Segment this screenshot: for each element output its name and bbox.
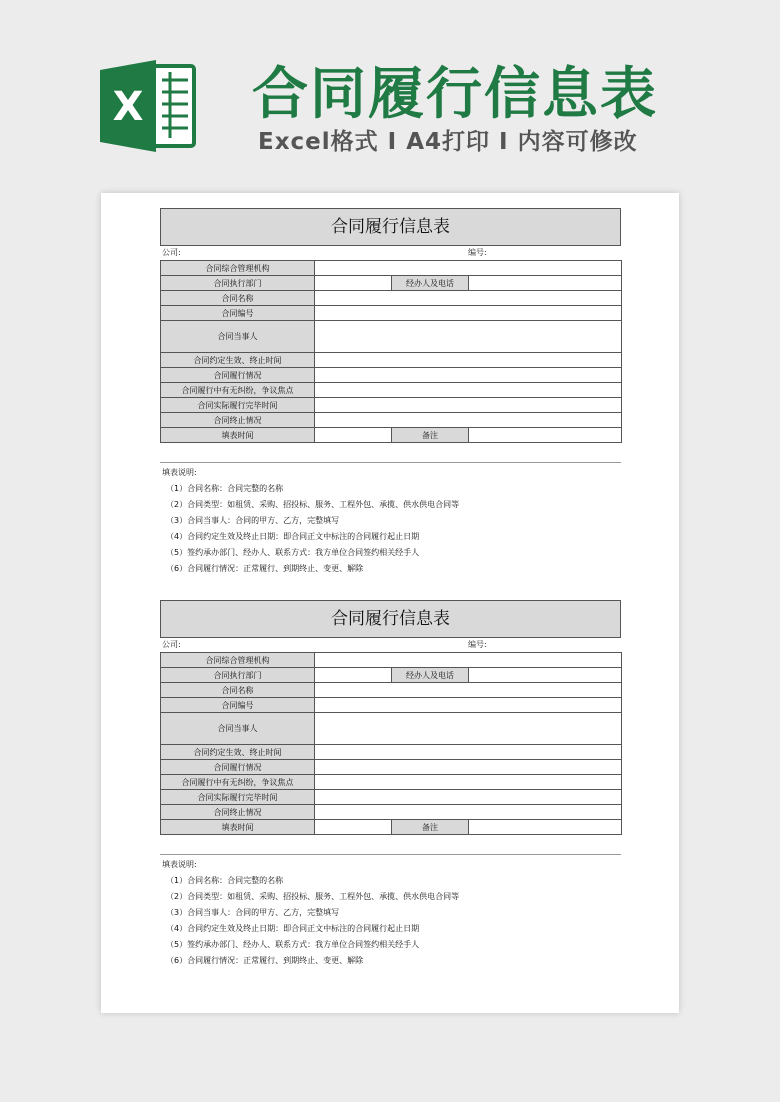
row-label: 合同当事人 bbox=[161, 713, 315, 745]
row-label: 合同约定生效、终止时间 bbox=[161, 745, 315, 760]
table-row bbox=[161, 698, 622, 713]
note-item: （5）签约承办部门、经办人、联系方式：我方单位合同签约相关经手人 bbox=[166, 548, 420, 557]
table-row bbox=[161, 653, 622, 668]
company-label: 公司: bbox=[162, 248, 181, 257]
note-item: （6）合同履行情况：正常履行、到期终止、变更、解除 bbox=[166, 564, 364, 573]
table-row bbox=[161, 276, 622, 291]
table-row bbox=[161, 368, 622, 383]
value-cell[interactable] bbox=[315, 428, 392, 443]
note-item: （1）合同名称：合同完整的名称 bbox=[166, 484, 284, 493]
row-label: 合同履行情况 bbox=[161, 760, 315, 775]
notes-heading: 填表说明: bbox=[162, 860, 197, 869]
contract-form bbox=[160, 208, 621, 443]
row-label: 合同终止情况 bbox=[161, 805, 315, 820]
banner-subtitle: Excel格式 I A4打印 I 内容可修改 bbox=[258, 129, 638, 155]
value-cell[interactable] bbox=[315, 653, 622, 668]
number-label: 编号: bbox=[468, 248, 487, 257]
note-item: （1）合同名称：合同完整的名称 bbox=[166, 876, 284, 885]
value-cell[interactable] bbox=[469, 668, 622, 683]
note-item: （2）合同类型：如租赁、采购、招投标、服务、工程外包、承揽、供水供电合同等 bbox=[166, 500, 460, 509]
value-cell[interactable] bbox=[315, 398, 622, 413]
value-cell[interactable] bbox=[469, 820, 622, 835]
table-row bbox=[161, 398, 622, 413]
value-cell[interactable] bbox=[315, 668, 392, 683]
row-label: 合同执行部门 bbox=[161, 276, 315, 291]
table-row bbox=[161, 683, 622, 698]
row-label: 合同名称 bbox=[161, 683, 315, 698]
row-label: 合同编号 bbox=[161, 306, 315, 321]
note-item: （3）合同当事人：合同的甲方、乙方，完整填写 bbox=[166, 908, 340, 917]
row-label: 合同约定生效、终止时间 bbox=[161, 353, 315, 368]
table-row bbox=[161, 321, 622, 353]
table-row bbox=[161, 745, 622, 760]
value-cell[interactable] bbox=[315, 353, 622, 368]
note-item: （2）合同类型：如租赁、采购、招投标、服务、工程外包、承揽、供水供电合同等 bbox=[166, 892, 460, 901]
banner bbox=[0, 0, 780, 190]
value-cell[interactable] bbox=[315, 383, 622, 398]
note-item: （5）签约承办部门、经办人、联系方式：我方单位合同签约相关经手人 bbox=[166, 940, 420, 949]
value-cell[interactable] bbox=[315, 775, 622, 790]
value-cell[interactable] bbox=[315, 745, 622, 760]
value-cell[interactable] bbox=[469, 276, 622, 291]
table-row bbox=[161, 306, 622, 321]
note-item: （4）合同约定生效及终止日期：即合同正文中标注的合同履行起止日期 bbox=[166, 924, 420, 933]
row-label: 合同综合管理机构 bbox=[161, 653, 315, 668]
table-row bbox=[161, 261, 622, 276]
row-label: 合同当事人 bbox=[161, 321, 315, 353]
form-title: 合同履行信息表 bbox=[160, 600, 621, 638]
note-item: （3）合同当事人：合同的甲方、乙方，完整填写 bbox=[166, 516, 340, 525]
table-row bbox=[161, 820, 622, 835]
form-table bbox=[160, 652, 622, 835]
value-cell[interactable] bbox=[315, 805, 622, 820]
form-table bbox=[160, 260, 622, 443]
value-cell[interactable] bbox=[315, 261, 622, 276]
value-cell[interactable] bbox=[315, 698, 622, 713]
row-label: 备注 bbox=[392, 820, 469, 835]
value-cell[interactable] bbox=[315, 321, 622, 353]
value-cell[interactable] bbox=[315, 713, 622, 745]
row-label: 经办人及电话 bbox=[392, 276, 469, 291]
value-cell[interactable] bbox=[315, 291, 622, 306]
table-row bbox=[161, 790, 622, 805]
value-cell[interactable] bbox=[315, 820, 392, 835]
form-meta bbox=[160, 638, 621, 652]
form-notes bbox=[160, 462, 621, 577]
row-label: 合同实际履行完毕时间 bbox=[161, 398, 315, 413]
value-cell[interactable] bbox=[315, 413, 622, 428]
row-label: 合同履行情况 bbox=[161, 368, 315, 383]
table-row bbox=[161, 413, 622, 428]
value-cell[interactable] bbox=[315, 760, 622, 775]
row-label: 合同名称 bbox=[161, 291, 315, 306]
logo-letter: X bbox=[112, 84, 144, 130]
row-label: 填表时间 bbox=[161, 820, 315, 835]
table-row bbox=[161, 291, 622, 306]
form-title: 合同履行信息表 bbox=[160, 208, 621, 246]
table-row bbox=[161, 760, 622, 775]
table-row bbox=[161, 383, 622, 398]
row-label: 合同实际履行完毕时间 bbox=[161, 790, 315, 805]
table-row bbox=[161, 713, 622, 745]
value-cell[interactable] bbox=[469, 428, 622, 443]
note-item: （4）合同约定生效及终止日期：即合同正文中标注的合同履行起止日期 bbox=[166, 532, 420, 541]
banner-title: 合同履行信息表 bbox=[252, 62, 658, 127]
row-label: 填表时间 bbox=[161, 428, 315, 443]
table-row bbox=[161, 775, 622, 790]
row-label: 合同履行中有无纠纷，争议焦点 bbox=[161, 775, 315, 790]
value-cell[interactable] bbox=[315, 368, 622, 383]
value-cell[interactable] bbox=[315, 790, 622, 805]
form-notes bbox=[160, 854, 621, 969]
table-row bbox=[161, 668, 622, 683]
number-label: 编号: bbox=[468, 640, 487, 649]
value-cell[interactable] bbox=[315, 683, 622, 698]
notes-heading: 填表说明: bbox=[162, 468, 197, 477]
row-label: 合同执行部门 bbox=[161, 668, 315, 683]
row-label: 备注 bbox=[392, 428, 469, 443]
table-row bbox=[161, 353, 622, 368]
table-row bbox=[161, 428, 622, 443]
row-label: 合同终止情况 bbox=[161, 413, 315, 428]
row-label: 合同编号 bbox=[161, 698, 315, 713]
excel-icon bbox=[100, 58, 198, 154]
contract-form bbox=[160, 600, 621, 835]
form-meta bbox=[160, 246, 621, 260]
row-label: 合同履行中有无纠纷，争议焦点 bbox=[161, 383, 315, 398]
row-label: 经办人及电话 bbox=[392, 668, 469, 683]
company-label: 公司: bbox=[162, 640, 181, 649]
value-cell[interactable] bbox=[315, 306, 622, 321]
document-page bbox=[101, 193, 679, 1013]
note-item: （6）合同履行情况：正常履行、到期终止、变更、解除 bbox=[166, 956, 364, 965]
row-label: 合同综合管理机构 bbox=[161, 261, 315, 276]
table-row bbox=[161, 805, 622, 820]
value-cell[interactable] bbox=[315, 276, 392, 291]
